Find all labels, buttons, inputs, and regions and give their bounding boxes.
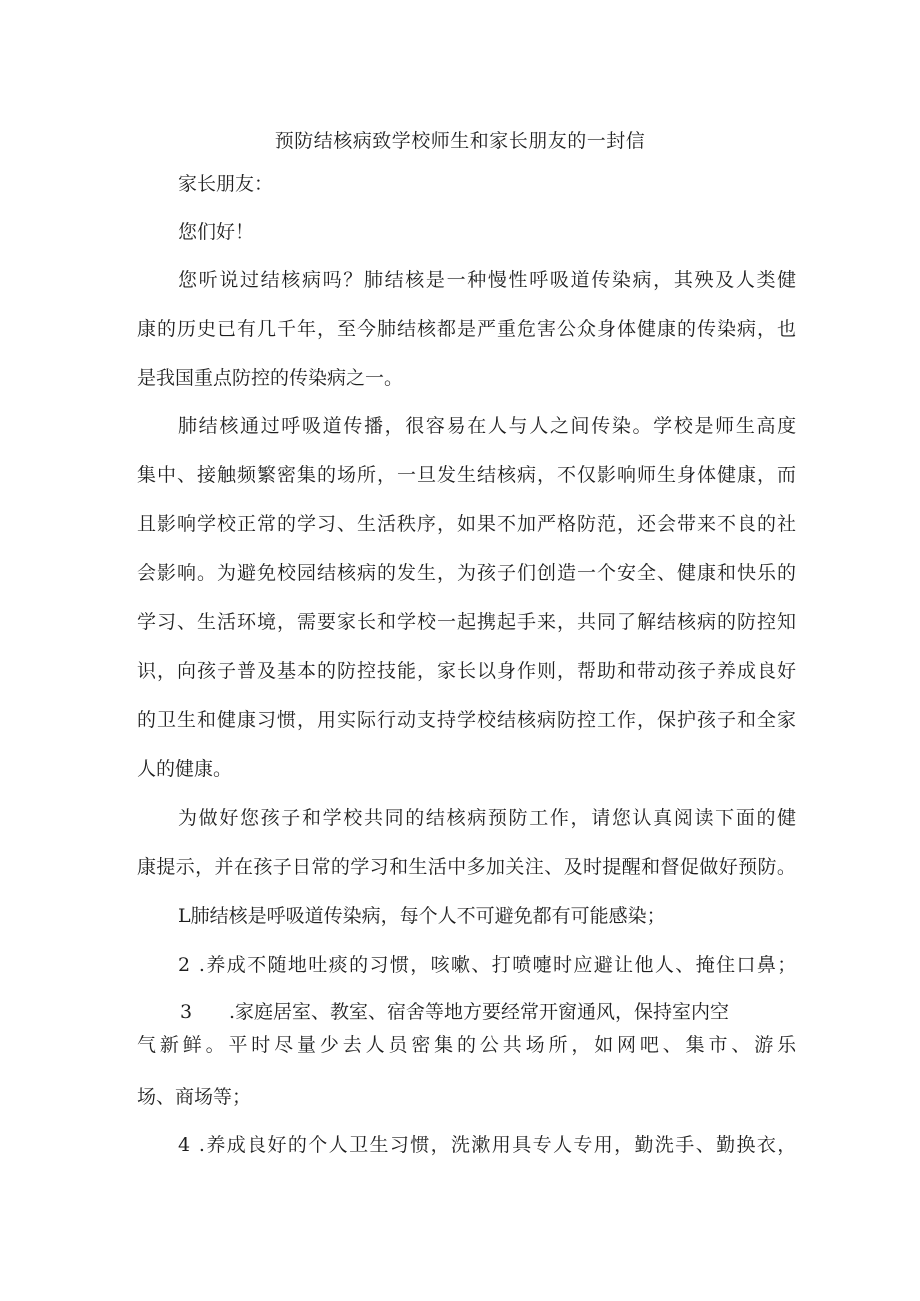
- paragraph-line: 的卫生和健康习惯，用实际行动支持学校结核病防控工作，保护孩子和全家: [137, 709, 798, 731]
- paragraph-line: 是我国重点防控的传染病之一。: [137, 367, 404, 389]
- list-item-2: 2 .养成不随地吐痰的习惯，咳嗽、打喷嚏时应避让他人、掩住口鼻；: [178, 954, 798, 976]
- paragraph-line: 识，向孩子普及基本的防控技能，家长以身作则，帮助和带动孩子养成良好: [137, 660, 798, 682]
- list-item-text: 气新鲜。平时尽量少去人员密集的公共场所，如网吧、集市、游乐: [137, 1034, 800, 1056]
- paragraph-line: 且影响学校正常的学习、生活秩序，如果不加严格防范，还会带来不良的社: [137, 513, 798, 535]
- paragraph-line: 会影响。为避免校园结核病的发生，为孩子们创造一个安全、健康和快乐的: [137, 562, 798, 584]
- paragraph-line: 肺结核通过呼吸道传播，很容易在人与人之间传染。学校是师生高度: [178, 415, 798, 437]
- list-item-4: 4 .养成良好的个人卫生习惯，洗漱用具专人专用，勤洗手、勤换衣，: [178, 1134, 798, 1156]
- list-item-number: 3: [180, 1001, 193, 1023]
- document-title: 预防结核病致学校师生和家长朋友的一封信: [274, 130, 646, 152]
- paragraph-line: 集中、接触频繁密集的场所，一旦发生结核病，不仅影响师生身体健康，而: [137, 464, 798, 486]
- paragraph-line: 学习、生活环境，需要家长和学校一起携起手来，共同了解结核病的防控知: [137, 611, 798, 633]
- list-item-text: 场、商场等；: [137, 1086, 252, 1108]
- paragraph-line: 为做好您孩子和学校共同的结核病预防工作，请您认真阅读下面的健: [178, 807, 798, 829]
- salutation: 家长朋友：: [178, 173, 274, 195]
- paragraph-line: 康提示，并在孩子日常的学习和生活中多加关注、及时提醒和督促做好预防。: [137, 856, 797, 878]
- paragraph-line: 您听说过结核病吗？肺结核是一种慢性呼吸道传染病，其殃及人类健: [178, 269, 798, 291]
- list-item-1: L肺结核是呼吸道传染病，每个人不可避免都有可能感染；: [178, 905, 666, 927]
- paragraph-line: 人的健康。: [137, 758, 233, 780]
- list-item-text: .家庭居室、教室、宿舍等地方要经常开窗通风，保持室内空: [229, 1001, 730, 1023]
- paragraph-line: 康的历史已有几千年，至今肺结核都是严重危害公众身体健康的传染病，也: [137, 318, 798, 340]
- greeting: 您们好！: [178, 221, 255, 243]
